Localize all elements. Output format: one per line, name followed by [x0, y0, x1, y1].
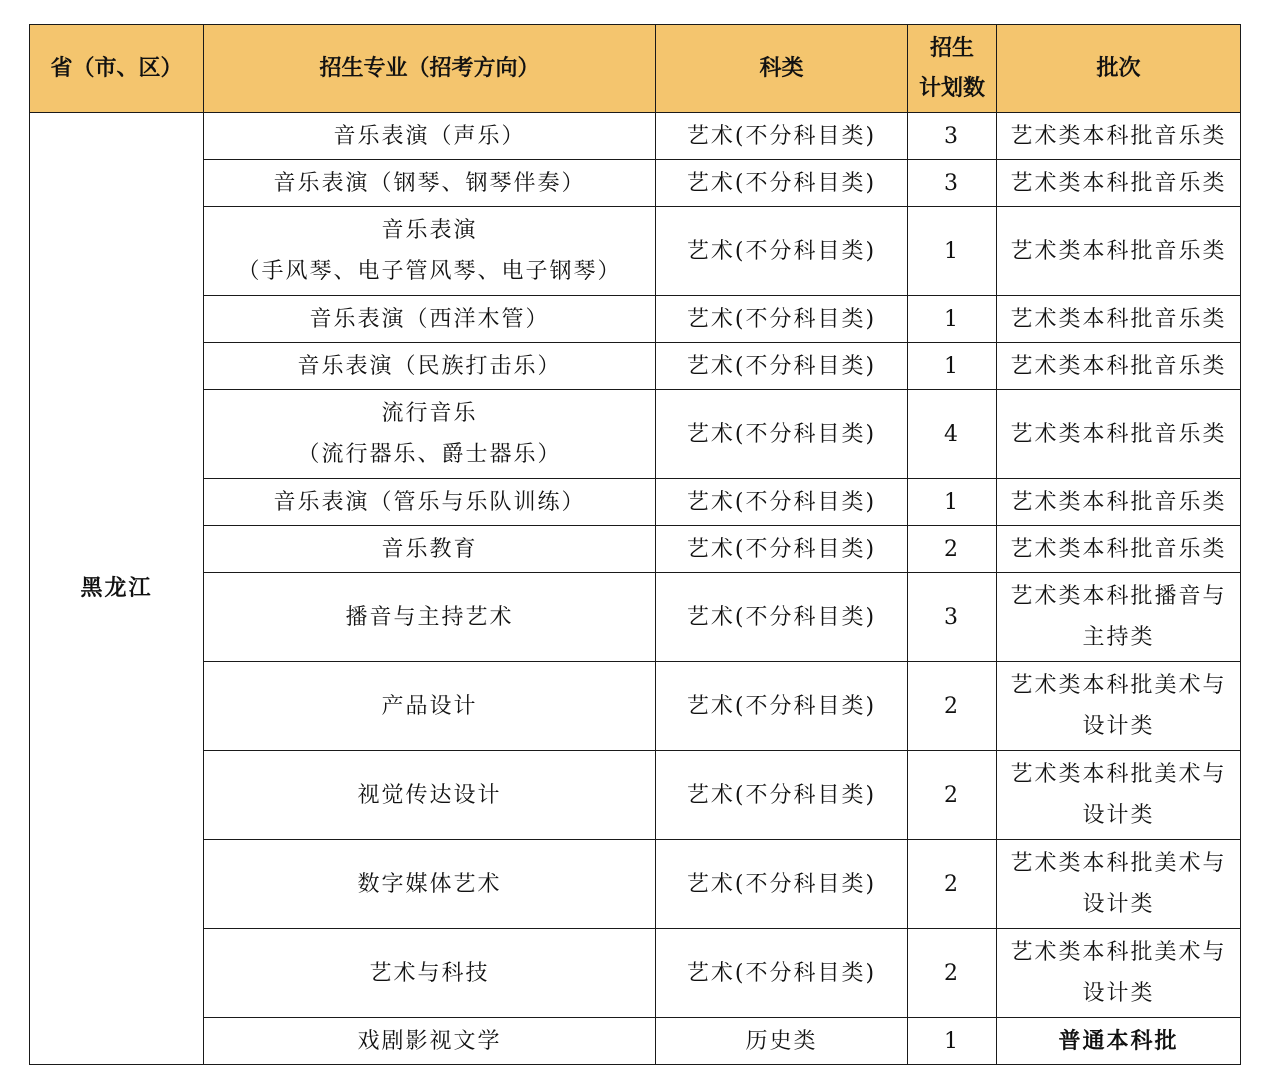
header-category: 科类: [656, 25, 908, 113]
batch-text-line: 主持类: [1082, 625, 1155, 650]
batch-cell: [997, 840, 1241, 929]
batch-text-line: 艺术类本科批美术与: [1010, 673, 1227, 698]
plan-count-cell: 1: [908, 207, 997, 296]
category-cell: 艺术(不分科目类): [656, 296, 908, 343]
table-row: [30, 840, 1241, 929]
plan-count-cell: 3: [908, 113, 997, 160]
header-plan-line2: 计划数: [918, 75, 985, 101]
table-row: [30, 479, 1241, 526]
major-cell: [204, 160, 656, 207]
batch-text-line: 艺术类本科批音乐类: [1010, 123, 1227, 149]
plan-count-cell: 2: [908, 751, 997, 840]
table-row: [30, 929, 1241, 1018]
major-cell: [204, 207, 656, 296]
batch-text-line: 艺术类本科批音乐类: [1010, 536, 1227, 562]
major-text-line: 音乐表演（民族打击乐）: [297, 353, 562, 379]
category-cell: 艺术(不分科目类): [656, 390, 908, 479]
major-text-line: 音乐教育: [381, 536, 478, 562]
batch-cell: [997, 573, 1241, 662]
batch-text-line: 设计类: [1082, 892, 1155, 917]
header-province: 省（市、区）: [30, 25, 204, 113]
category-cell: 艺术(不分科目类): [656, 526, 908, 573]
major-cell: [204, 1018, 656, 1065]
major-text-line: 音乐表演: [381, 218, 478, 243]
plan-count-cell: 3: [908, 160, 997, 207]
table-row: [30, 751, 1241, 840]
major-cell: [204, 343, 656, 390]
enrollment-plan-table: [29, 24, 1241, 1065]
header-major: 招生专业（招考方向）: [204, 25, 656, 113]
table-row: [30, 207, 1241, 296]
batch-text-line: 普通本科批: [1058, 1027, 1179, 1054]
batch-text-line: 设计类: [1082, 714, 1155, 739]
table-row: [30, 343, 1241, 390]
plan-count-cell: 3: [908, 573, 997, 662]
major-text-line: 播音与主持艺术: [345, 604, 514, 630]
plan-count-cell: 2: [908, 526, 997, 573]
major-cell: [204, 573, 656, 662]
table-row: [30, 1018, 1241, 1065]
plan-count-cell: 2: [908, 840, 997, 929]
category-cell: 艺术(不分科目类): [656, 840, 908, 929]
batch-cell: [997, 390, 1241, 479]
major-text-line: 音乐表演（钢琴、钢琴伴奏）: [273, 170, 586, 196]
plan-count-cell: 1: [908, 1018, 997, 1065]
table-row: [30, 573, 1241, 662]
batch-text-line: 艺术类本科批音乐类: [1010, 306, 1227, 332]
category-cell: 艺术(不分科目类): [656, 160, 908, 207]
major-text-line: （流行器乐、爵士器乐）: [297, 442, 562, 467]
major-text-line: 音乐表演（管乐与乐队训练）: [273, 489, 586, 515]
table-row: [30, 662, 1241, 751]
major-text-line: 艺术与科技: [369, 960, 490, 986]
batch-cell: [997, 160, 1241, 207]
major-text-line: 流行音乐: [381, 401, 478, 426]
batch-text-line: 设计类: [1082, 981, 1155, 1006]
batch-cell: [997, 929, 1241, 1018]
batch-cell: [997, 479, 1241, 526]
major-cell: [204, 751, 656, 840]
major-text-line: 音乐表演（西洋木管）: [309, 306, 550, 332]
category-cell: 历史类: [656, 1018, 908, 1065]
batch-cell: [997, 526, 1241, 573]
major-cell: [204, 929, 656, 1018]
province-cell: 黑龙江: [30, 113, 204, 1065]
plan-count-cell: 1: [908, 343, 997, 390]
category-cell: 艺术(不分科目类): [656, 751, 908, 840]
category-cell: 艺术(不分科目类): [656, 343, 908, 390]
category-cell: 艺术(不分科目类): [656, 207, 908, 296]
batch-text-line: 艺术类本科批音乐类: [1010, 353, 1227, 379]
major-text-line: （手风琴、电子管风琴、电子钢琴）: [237, 259, 622, 284]
header-plan-line1: 招生: [929, 35, 974, 61]
table-row: [30, 526, 1241, 573]
major-text-line: 戏剧影视文学: [357, 1028, 502, 1054]
batch-text-line: 艺术类本科批音乐类: [1010, 489, 1227, 515]
plan-count-cell: 4: [908, 390, 997, 479]
header-batch: 批次: [997, 25, 1241, 113]
category-cell: 艺术(不分科目类): [656, 573, 908, 662]
batch-text-line: 艺术类本科批美术与: [1010, 762, 1227, 787]
batch-cell: [997, 751, 1241, 840]
batch-cell: [997, 207, 1241, 296]
batch-text-line: 艺术类本科批音乐类: [1010, 421, 1227, 447]
batch-cell: [997, 113, 1241, 160]
table-row: [30, 390, 1241, 479]
header-row: [30, 25, 1241, 113]
major-text-line: 音乐表演（声乐）: [333, 123, 526, 149]
batch-cell: [997, 296, 1241, 343]
major-text-line: 产品设计: [381, 693, 478, 719]
batch-cell: [997, 343, 1241, 390]
major-cell: [204, 662, 656, 751]
plan-count-cell: 2: [908, 662, 997, 751]
plan-count-cell: 2: [908, 929, 997, 1018]
plan-count-cell: 1: [908, 479, 997, 526]
batch-text-line: 艺术类本科批美术与: [1010, 851, 1227, 876]
category-cell: 艺术(不分科目类): [656, 479, 908, 526]
table-header: [30, 25, 1241, 113]
plan-count-cell: 1: [908, 296, 997, 343]
major-cell: [204, 479, 656, 526]
major-cell: [204, 390, 656, 479]
batch-cell: [997, 662, 1241, 751]
batch-text-line: 艺术类本科批音乐类: [1010, 238, 1227, 264]
table-body: [30, 113, 1241, 1065]
category-cell: 艺术(不分科目类): [656, 662, 908, 751]
major-text-line: 数字媒体艺术: [357, 871, 502, 897]
batch-text-line: 艺术类本科批音乐类: [1010, 170, 1227, 196]
major-text-line: 视觉传达设计: [357, 782, 502, 808]
table-row: [30, 296, 1241, 343]
batch-text-line: 艺术类本科批播音与: [1010, 584, 1227, 609]
major-cell: [204, 296, 656, 343]
header-plan-count: [908, 25, 997, 113]
major-cell: [204, 113, 656, 160]
batch-cell: [997, 1018, 1241, 1065]
major-cell: [204, 840, 656, 929]
category-cell: 艺术(不分科目类): [656, 929, 908, 1018]
table-row: [30, 113, 1241, 160]
batch-text-line: 设计类: [1082, 803, 1155, 828]
category-cell: 艺术(不分科目类): [656, 113, 908, 160]
major-cell: [204, 526, 656, 573]
batch-text-line: 艺术类本科批美术与: [1010, 940, 1227, 965]
table-row: [30, 160, 1241, 207]
